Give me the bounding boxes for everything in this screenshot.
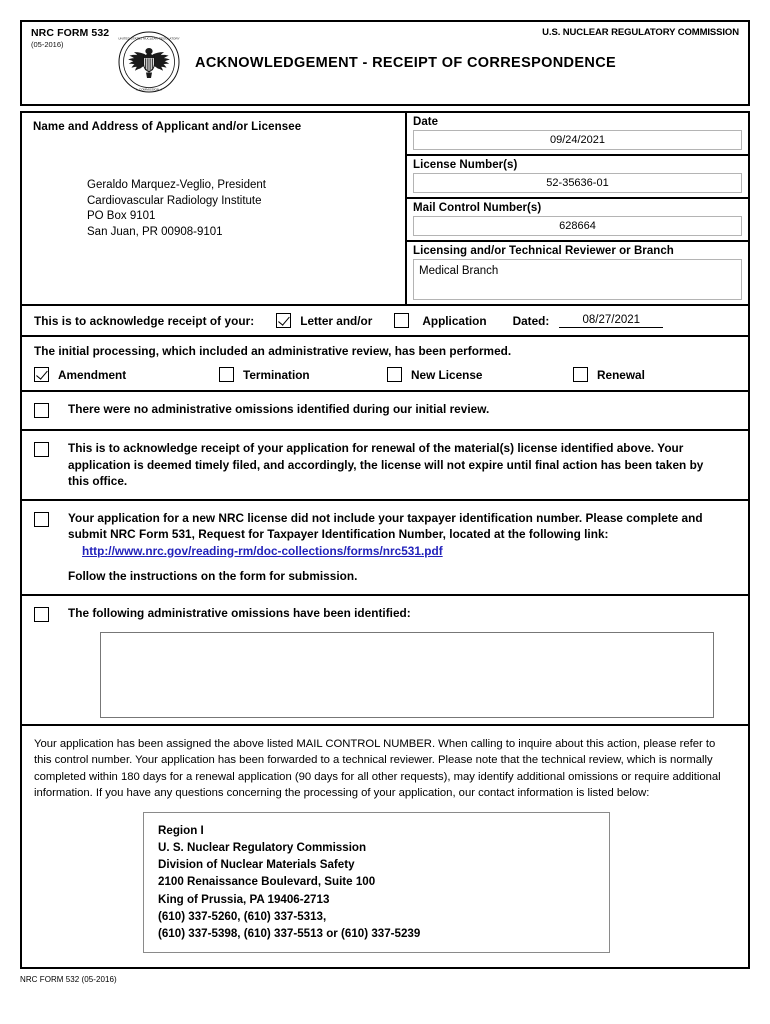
nrc-form-531-link[interactable]: http://www.nrc.gov/reading-rm/doc-collections/forms/nrc531.pdf bbox=[82, 543, 443, 558]
applicant-address-label: Name and Address of Applicant and/or Licensee bbox=[33, 121, 302, 133]
taxpayer-statement bbox=[22, 501, 748, 596]
omissions-identified-section bbox=[22, 596, 748, 726]
renewal-checkbox[interactable] bbox=[573, 367, 588, 382]
no-omissions-checkbox-cell[interactable] bbox=[34, 401, 68, 420]
no-omissions-text: There were no administrative omissions identified during our initial review. bbox=[68, 402, 490, 416]
new-license-checkbox[interactable] bbox=[387, 367, 402, 382]
identification-section bbox=[22, 113, 748, 306]
license-number-label: License Number(s) bbox=[413, 159, 518, 171]
contact-block-wrap bbox=[22, 810, 748, 967]
form-revision-date: (05-2016) bbox=[31, 40, 64, 49]
amendment-checkbox[interactable] bbox=[34, 367, 49, 382]
omissions-identified-checkbox-cell[interactable] bbox=[34, 605, 68, 624]
reviewer-field-group bbox=[407, 242, 748, 304]
letter-checkbox[interactable] bbox=[276, 313, 291, 328]
dated-input[interactable]: 08/27/2021 bbox=[559, 314, 663, 328]
application-option[interactable] bbox=[394, 313, 486, 328]
renewal-statement-text: This is to acknowledge receipt of your application for renewal of the material(s) license identified above. Your application is deemed timely filed, and accordingly, the license will not expire until final action has been taken by this office. bbox=[68, 441, 704, 488]
form-footer: NRC FORM 532 (05-2016) bbox=[20, 975, 117, 985]
taxpayer-checkbox[interactable] bbox=[34, 512, 49, 527]
renewal-option[interactable] bbox=[573, 367, 645, 382]
nrc-seal-icon bbox=[117, 30, 181, 94]
address-line: PO Box 9101 bbox=[87, 210, 156, 222]
address-line: San Juan, PR 00908-9101 bbox=[87, 225, 223, 238]
termination-option[interactable] bbox=[219, 367, 387, 382]
mail-control-label: Mail Control Number(s) bbox=[413, 202, 542, 214]
taxpayer-text-after: Follow the instructions on the form for submission. bbox=[68, 569, 358, 583]
renewal-statement bbox=[22, 431, 748, 501]
renewal-statement-checkbox[interactable] bbox=[34, 442, 49, 457]
initial-processing-section bbox=[22, 337, 748, 392]
contact-line: (610) 337-5260, (610) 337-5313, bbox=[158, 909, 327, 923]
form-body bbox=[20, 111, 750, 969]
omissions-identified-text: The following administrative omissions have been identified: bbox=[68, 605, 411, 620]
address-line: Cardiovascular Radiology Institute bbox=[87, 194, 262, 207]
contact-line: Division of Nuclear Materials Safety bbox=[158, 858, 355, 872]
omissions-notes-textarea[interactable] bbox=[100, 632, 714, 718]
taxpayer-text-before: Your application for a new NRC license did not include your taxpayer identification number. Please complete and submit NRC Form 531, Request for Taxpayer Identification Number, located at the following link: bbox=[68, 510, 703, 541]
contact-block bbox=[143, 812, 610, 953]
svg-text:★ COMMISSION ★: ★ COMMISSION ★ bbox=[135, 87, 163, 92]
termination-label: Termination bbox=[243, 367, 310, 382]
address-line: Geraldo Marquez-Veglio, President bbox=[87, 179, 266, 191]
no-omissions-statement bbox=[22, 392, 748, 431]
contact-line: 2100 Renaissance Boulevard, Suite 100 bbox=[158, 875, 376, 889]
mail-control-field-group bbox=[407, 199, 748, 242]
omissions-identified-checkbox[interactable] bbox=[34, 607, 49, 622]
applicant-address-value bbox=[87, 178, 395, 240]
amendment-option[interactable] bbox=[34, 367, 219, 382]
mail-control-paragraph: Your application has been assigned the above listed MAIL CONTROL NUMBER. When calling to inquire about this action, please refer to this control number. Your application has been forwarded to a technical reviewer. Please note that the technical review, which is normally completed within 180 days for a renewal application (90 days for all other requests), may identify additional omissions or require additional information. If you have any questions concerning the processing of your application, our contact information is listed below: bbox=[34, 737, 721, 800]
identification-fields bbox=[407, 113, 748, 304]
receipt-acknowledgement-row bbox=[22, 306, 748, 337]
taxpayer-text-block bbox=[68, 510, 718, 585]
date-field-group bbox=[407, 113, 748, 156]
svg-text:UNITED STATES NUCLEAR REGULATO: UNITED STATES NUCLEAR REGULATORY bbox=[118, 36, 180, 41]
no-omissions-checkbox[interactable] bbox=[34, 403, 49, 418]
letter-label: Letter and/or bbox=[300, 313, 373, 328]
dated-label: Dated: bbox=[512, 313, 550, 328]
new-license-label: New License bbox=[411, 367, 483, 382]
contact-line: Region I bbox=[158, 823, 204, 837]
letter-option[interactable] bbox=[276, 313, 372, 328]
taxpayer-checkbox-cell[interactable] bbox=[34, 510, 68, 585]
mail-control-input[interactable]: 628664 bbox=[413, 216, 742, 236]
applicant-address-block bbox=[22, 113, 407, 304]
renewal-label: Renewal bbox=[597, 367, 645, 382]
amendment-label: Amendment bbox=[58, 367, 127, 382]
receipt-lead-text: This is to acknowledge receipt of your: bbox=[34, 313, 255, 328]
renewal-statement-checkbox-cell[interactable] bbox=[34, 440, 68, 490]
reviewer-label: Licensing and/or Technical Reviewer or Branch bbox=[413, 245, 674, 257]
processing-options bbox=[34, 367, 738, 382]
date-input[interactable]: 09/24/2021 bbox=[413, 130, 742, 150]
contact-line: (610) 337-5398, (610) 337-5513 or (610) 337-5239 bbox=[158, 927, 421, 941]
application-checkbox[interactable] bbox=[394, 313, 409, 328]
reviewer-input[interactable]: Medical Branch bbox=[413, 259, 742, 300]
agency-name: U.S. NUCLEAR REGULATORY COMMISSION bbox=[542, 27, 739, 38]
termination-checkbox[interactable] bbox=[219, 367, 234, 382]
omissions-identified-statement bbox=[22, 596, 748, 624]
form-number: NRC FORM 532 bbox=[31, 27, 110, 39]
new-license-option[interactable] bbox=[387, 367, 573, 382]
initial-processing-heading: The initial processing, which included an administrative review, has been performed. bbox=[34, 344, 512, 358]
contact-line: U. S. Nuclear Regulatory Commission bbox=[158, 841, 367, 855]
contact-line: King of Prussia, PA 19406-2713 bbox=[158, 892, 330, 906]
form-header bbox=[20, 20, 750, 106]
contact-information-section bbox=[22, 726, 748, 968]
application-label: Application bbox=[422, 313, 487, 328]
form-title: ACKNOWLEDGEMENT - RECEIPT OF CORRESPONDENCE bbox=[195, 55, 617, 71]
date-label: Date bbox=[413, 116, 439, 128]
license-number-input[interactable]: 52-35636-01 bbox=[413, 173, 742, 193]
license-number-field-group bbox=[407, 156, 748, 199]
